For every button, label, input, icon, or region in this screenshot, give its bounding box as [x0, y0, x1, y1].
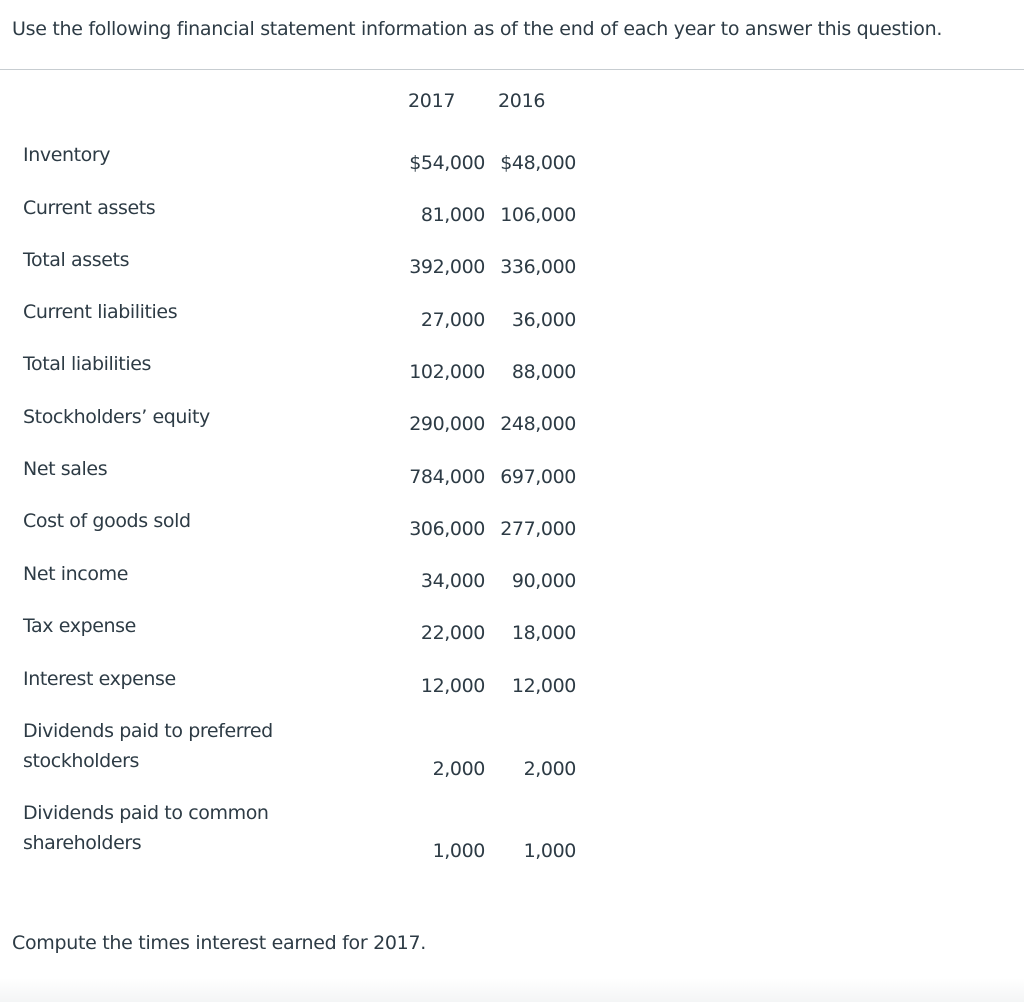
value-2016-cost-of-goods-sold: 277,000 [500, 518, 576, 540]
value-2017-total-assets: 392,000 [409, 256, 485, 278]
value-2016-dividends-preferred: 2,000 [523, 758, 576, 780]
value-2017-dividends-common: 1,000 [432, 840, 485, 862]
row-label-inventory: Inventory [23, 144, 111, 166]
row-label-dividends-preferred: Dividends paid to preferred stockholders [23, 720, 273, 772]
bottom-fade [0, 978, 1024, 1002]
value-2016-tax-expense: 18,000 [511, 622, 576, 644]
value-2016-total-assets: 336,000 [500, 256, 576, 278]
divider [0, 69, 1024, 70]
value-2017-current-liabilities: 27,000 [420, 309, 485, 331]
value-2016-net-income: 90,000 [511, 570, 576, 592]
row-label-total-assets: Total assets [23, 249, 130, 271]
row-label-current-liabilities: Current liabilities [23, 301, 178, 323]
intro-text: Use the following financial statement information as of the end of each year to answer this question. [12, 18, 943, 40]
value-2017-stockholders-equity: 290,000 [409, 413, 485, 435]
row-label-net-sales: Net sales [23, 458, 108, 480]
row-label-total-liabilities: Total liabilities [23, 353, 152, 375]
year-header-2017: 2017 [408, 90, 456, 112]
row-label-dividends-common: Dividends paid to common shareholders [23, 802, 269, 854]
value-2016-total-liabilities: 88,000 [511, 361, 576, 383]
row-label-stockholders-equity: Stockholders’ equity [23, 406, 210, 428]
value-2017-net-income: 34,000 [420, 570, 485, 592]
value-2017-interest-expense: 12,000 [420, 675, 485, 697]
value-2016-stockholders-equity: 248,000 [500, 413, 576, 435]
value-2016-net-sales: 697,000 [500, 466, 576, 488]
value-2016-dividends-common: 1,000 [523, 840, 576, 862]
value-2017-cost-of-goods-sold: 306,000 [409, 518, 485, 540]
year-header-2016: 2016 [498, 90, 546, 112]
value-2017-tax-expense: 22,000 [420, 622, 485, 644]
value-2017-dividends-preferred: 2,000 [432, 758, 485, 780]
value-2016-current-liabilities: 36,000 [511, 309, 576, 331]
value-2017-current-assets: 81,000 [420, 204, 485, 226]
row-label-cost-of-goods-sold: Cost of goods sold [23, 510, 191, 532]
value-2016-current-assets: 106,000 [500, 204, 576, 226]
row-label-net-income: Net income [23, 563, 128, 585]
row-label-current-assets: Current assets [23, 197, 156, 219]
value-2016-interest-expense: 12,000 [511, 675, 576, 697]
value-2017-net-sales: 784,000 [409, 466, 485, 488]
row-label-tax-expense: Tax expense [23, 615, 136, 637]
value-2017-inventory: $54,000 [409, 152, 485, 174]
value-2017-total-liabilities: 102,000 [409, 361, 485, 383]
row-label-interest-expense: Interest expense [23, 668, 176, 690]
question-text: Compute the times interest earned for 2017. [12, 932, 426, 954]
value-2016-inventory: $48,000 [500, 152, 576, 174]
